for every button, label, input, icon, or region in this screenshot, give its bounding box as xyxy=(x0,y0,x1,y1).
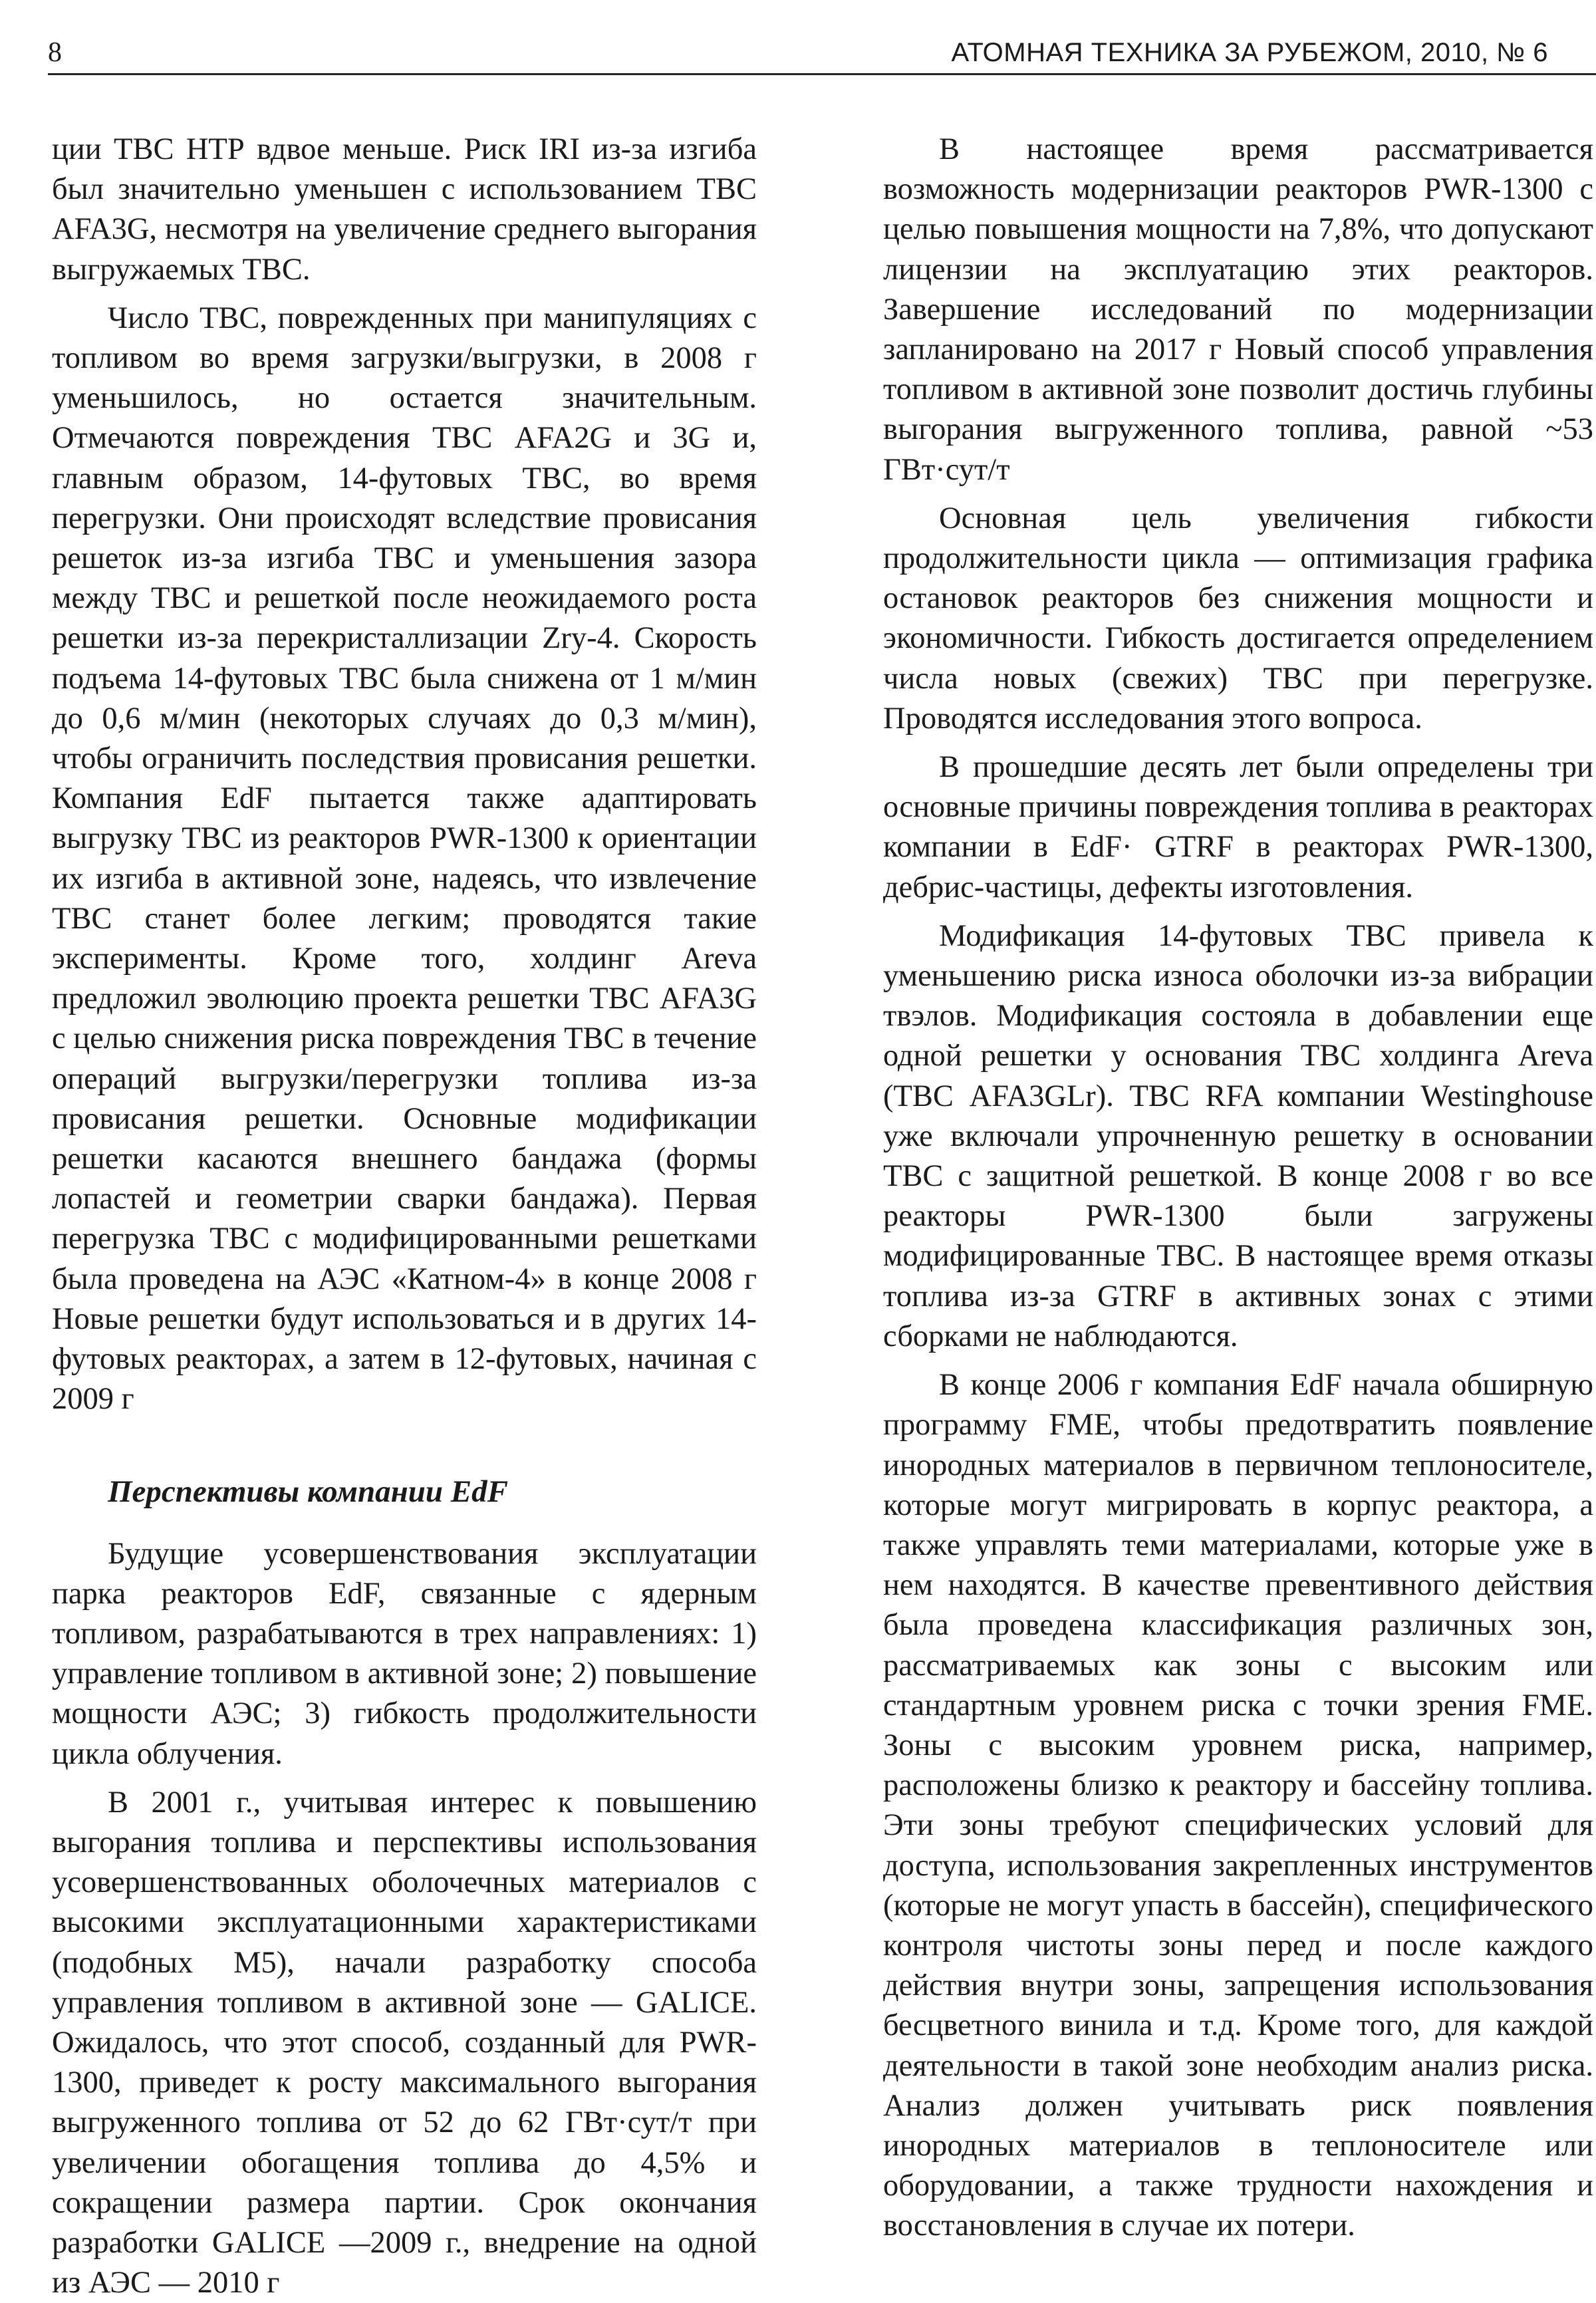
page-number: 8 xyxy=(48,37,62,68)
paragraph: ции ТВС НТР вдвое меньше. Риск IRI из-за изгиба был значительно уменьшен с использованием ТВС AFA3G, несмотря на увеличение среднего выгорания выгружаемых ТВС. xyxy=(52,132,757,287)
paragraph: Модификация 14-футовых ТВС привела к уменьшению риска износа оболочки из-за вибрации твэлов. Модификация состояла в добавлении еще одной решетки у основания ТВС холдинга Areva (ТВС AFA3GLr). ТВС RFA компании Westinghouse уже включали упрочненную решетку в основании ТВС с защитной решеткой. В конце 2008 г во все реакторы PWR-1300 были загружены модифицированные ТВС. В настоящее время отказы топлива из-за GTRF в активных зонах с этими сборками не наблюдаются. xyxy=(883,918,1593,1353)
paragraph: Число ТВС, поврежденных при манипуляциях с топливом во время загрузки/выгрузки, в 2008 г уменьшилось, но остается значительным. Отмечаются повреждения ТВС AFA2G и 3G и, главным образом, 14-футовых ТВС, во время перегрузки. Они происходят вследствие провисания решеток из-за изгиба ТВС и уменьшения зазора между ТВС и решеткой после неожидаемого роста решетки из-за перекристаллизации Zry-4. Скорость подъема 14-футовых ТВС была снижена от 1 м/мин до 0,6 м/мин (некоторых случаях до 0,3 м/мин), чтобы ограничить последствия провисания решетки. Компания EdF пытается также адаптировать выгрузку ТВС из реакторов PWR-1300 к ориентации их изгиба в активной зоне, надеясь, что извлечение ТВС станет более легким; проводятся такие эксперименты. Кроме того, холдинг Areva предложил эволюцию проекта решетки ТВС AFA3G с целью снижения риска повреждения ТВС в течение операций выгрузки/перегрузки топлива из-за провисания решетки. Основные модификации решетки касаются внешнего бандажа (формы лопастей и геометрии сварки бандажа). Первая перегрузка ТВС с модифицированными решетками была проведена на АЭС «Катном-4» в конце 2008 г Новые решетки будут использоваться и в других 14-футовых реакторах, а затем в 12-футовых, начиная с 2009 г xyxy=(52,301,757,1417)
paragraph: В конце 2006 г компания EdF начала обширную программу FME, чтобы предотвратить появление инородных материалов в первичном теплоносителе, которые могут мигрировать в корпус реактора, а также управлять теми материалами, которые уже в нем находятся. В качестве превентивного действия была проведена классификация различных зон, рассматриваемых как зоны с высоким или стандартным уровнем риска с точки зрения FME. Зоны с высоким уровнем риска, например, расположены близко к реактору и бассейну топлива. Эти зоны требуют специфических условий для доступа, использования закрепленных инструментов (которые не могут упасть в бассейн), специфического контроля чистоты зоны перед и после каждого действия внутри зоны, запрещения использования бесцветного винила и т.д. Кроме того, для каждой деятельности в такой зоне необходим анализ риска. Анализ должен учитывать риск появления инородных материалов в теплоносителе или оборудовании, а также трудности нахождения и восстановления в случае их потери. xyxy=(883,1368,1593,2243)
journal-title: АТОМНАЯ ТЕХНИКА ЗА РУБЕЖОМ, 2010, № 6 xyxy=(951,38,1548,67)
section-heading: Перспективы компании EdF xyxy=(108,1474,508,1509)
paragraph: Основная цель увеличения гибкости продолжительности цикла — оптимизация графика остановок реакторов без снижения мощности и экономичности. Гибкость достигается определением числа новых (свежих) ТВС при перегрузке. Проводятся исследования этого вопроса. xyxy=(883,501,1593,736)
header-rule xyxy=(48,73,1596,75)
left-column xyxy=(52,130,757,2303)
page-header xyxy=(48,29,1596,76)
paragraph: Будущие усовершенствования эксплуатации парка реакторов EdF, связанные с ядерным топливом, разрабатываются в трех направлениях: 1) управление топливом в активной зоне; 2) повышение мощности АЭС; 3) гибкость продолжительности цикла облучения. xyxy=(52,1536,757,1771)
paragraph: В прошедшие десять лет были определены три основные причины повреждения топлива в реакторах компании в EdF· GTRF в реакторах PWR-1300, дебрис-частицы, дефекты изготовления. xyxy=(883,750,1593,904)
paragraph: В 2001 г., учитывая интерес к повышению выгорания топлива и перспективы использования усовершенствованных оболочечных материалов с высокими эксплуатационными характеристиками (подобных М5), начали разработку способа управления топливом в активной зоне — GALICE. Ожидалось, что этот способ, созданный для PWR-1300, приведет к росту максимального выгорания выгруженного топлива от 52 до 62 ГВт·сут/т при увеличении обогащения топлива до 4,5% и сокращении размера партии. Срок окончания разработки GALICE —2009 г., внедрение на одной из АЭС — 2010 г xyxy=(52,1785,757,2300)
paragraph: В настоящее время рассматривается возможность модернизации реакторов PWR-1300 с целью повышения мощности на 7,8%, что допускают лицензии на эксплуатацию этих реакторов. Завершение исследований по модернизации запланировано на 2017 г Новый способ управления топливом в активной зоне позволит достичь глубины выгорания выгруженного топлива, равной ~53 ГВт·сут/т xyxy=(883,132,1593,487)
right-column xyxy=(883,130,1593,2246)
